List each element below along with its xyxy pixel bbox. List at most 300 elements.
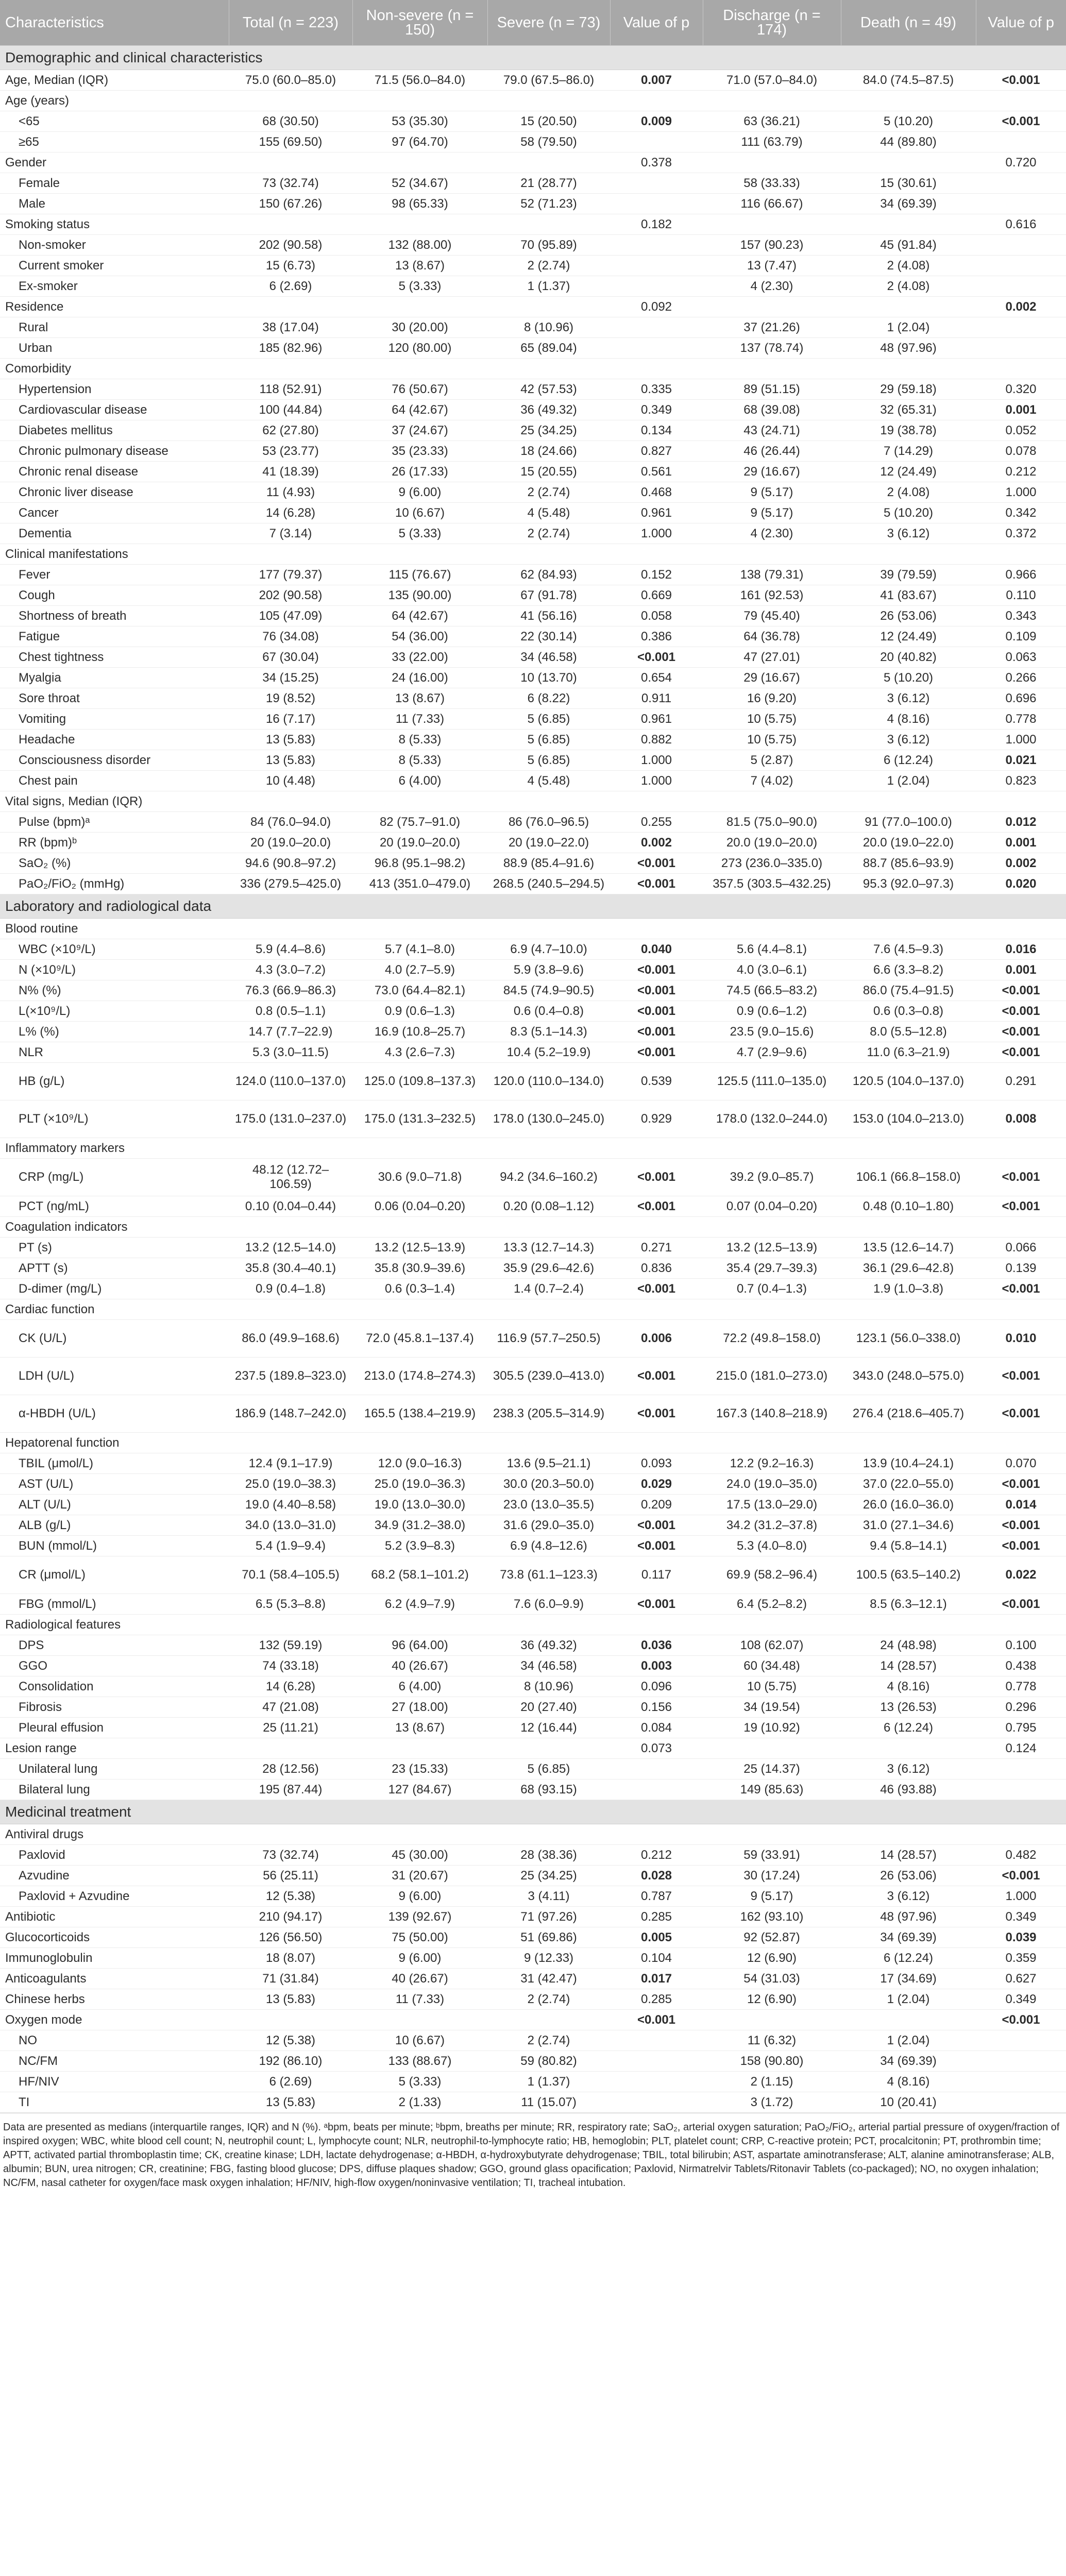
value-cell — [352, 1433, 487, 1453]
group-row — [0, 1927, 1066, 1948]
table-row — [0, 565, 1066, 585]
value-cell: 0.9 (0.4–1.8) — [229, 1279, 352, 1299]
value-cell: 1 (2.04) — [841, 317, 976, 338]
value-cell: 37 (24.67) — [352, 420, 487, 441]
value-cell: 35.9 (29.6–42.6) — [487, 1258, 610, 1279]
table-row — [0, 1279, 1066, 1299]
p-value-cell: 0.795 — [976, 1718, 1066, 1738]
value-cell: 25.0 (19.0–36.3) — [352, 1474, 487, 1495]
row-label: Cardiac function — [0, 1299, 229, 1320]
value-cell: 13.5 (12.6–14.7) — [841, 1238, 976, 1258]
table-row — [0, 132, 1066, 152]
row-label: Unilateral lung — [0, 1759, 229, 1780]
value-cell — [352, 1299, 487, 1320]
p-value-cell: 0.096 — [610, 1676, 703, 1697]
value-cell — [703, 214, 841, 235]
column-header: Non-severe (n = 150) — [352, 0, 487, 46]
value-cell — [352, 214, 487, 235]
value-cell: 3 (6.12) — [841, 1886, 976, 1907]
row-label: PLT (×10⁹/L) — [0, 1100, 229, 1138]
value-cell: 16 (7.17) — [229, 709, 352, 730]
value-cell: 34 (69.39) — [841, 194, 976, 214]
table-row — [0, 1759, 1066, 1780]
value-cell: 73 (32.74) — [229, 173, 352, 194]
value-cell: 105 (47.09) — [229, 606, 352, 626]
value-cell — [703, 359, 841, 379]
table-row — [0, 1320, 1066, 1358]
column-header: Death (n = 49) — [841, 0, 976, 46]
value-cell: 9 (6.00) — [352, 1948, 487, 1969]
value-cell: 68 (30.50) — [229, 111, 352, 132]
p-value-cell: <0.001 — [610, 1001, 703, 1022]
column-header: Discharge (n = 174) — [703, 0, 841, 46]
row-label: Vital signs, Median (IQR) — [0, 791, 229, 812]
row-label: CR (μmol/L) — [0, 1556, 229, 1594]
value-cell: 3 (6.12) — [841, 688, 976, 709]
p-value-cell — [976, 1759, 1066, 1780]
value-cell: 46 (93.88) — [841, 1780, 976, 1800]
value-cell — [487, 359, 610, 379]
value-cell — [352, 1217, 487, 1238]
value-cell — [703, 1217, 841, 1238]
p-value-cell: 1.000 — [610, 523, 703, 544]
p-value-cell: 0.092 — [610, 297, 703, 317]
value-cell: 5 (3.33) — [352, 523, 487, 544]
value-cell: 24 (16.00) — [352, 668, 487, 688]
value-cell: 12.4 (9.1–17.9) — [229, 1453, 352, 1474]
value-cell: 48 (97.96) — [841, 338, 976, 359]
p-value-cell: 0.827 — [610, 441, 703, 462]
p-value-cell: 0.139 — [976, 1258, 1066, 1279]
value-cell — [703, 1138, 841, 1159]
table-row — [0, 503, 1066, 523]
row-label: Dementia — [0, 523, 229, 544]
value-cell: 71 (31.84) — [229, 1969, 352, 1989]
value-cell: 37 (21.26) — [703, 317, 841, 338]
value-cell: 92 (52.87) — [703, 1927, 841, 1948]
value-cell: 12 (5.38) — [229, 1886, 352, 1907]
group-row — [0, 544, 1066, 565]
value-cell: 79.0 (67.5–86.0) — [487, 70, 610, 91]
table-row — [0, 647, 1066, 668]
value-cell: 41 (83.67) — [841, 585, 976, 606]
value-cell: 15 (6.73) — [229, 256, 352, 276]
table-row — [0, 1866, 1066, 1886]
row-label: RR (bpm)ᵇ — [0, 833, 229, 853]
value-cell — [703, 544, 841, 565]
value-cell — [229, 791, 352, 812]
p-value-cell — [610, 1299, 703, 1320]
value-cell: 3 (6.12) — [841, 730, 976, 750]
row-label: Antibiotic — [0, 1907, 229, 1927]
value-cell: 48 (97.96) — [841, 1907, 976, 1927]
value-cell — [841, 544, 976, 565]
value-cell: 5 (10.20) — [841, 668, 976, 688]
value-cell: 5 (10.20) — [841, 503, 976, 523]
value-cell: 65 (89.04) — [487, 338, 610, 359]
value-cell: 56 (25.11) — [229, 1866, 352, 1886]
value-cell: 125.5 (111.0–135.0) — [703, 1063, 841, 1100]
table-row — [0, 379, 1066, 400]
p-value-cell — [976, 256, 1066, 276]
value-cell: 100.5 (63.5–140.2) — [841, 1556, 976, 1594]
table-row — [0, 1358, 1066, 1395]
p-value-cell: 0.100 — [976, 1635, 1066, 1656]
p-value-cell: <0.001 — [976, 1515, 1066, 1536]
value-cell: 88.7 (85.6–93.9) — [841, 853, 976, 874]
value-cell: 30 (17.24) — [703, 1866, 841, 1886]
value-cell: 95.3 (92.0–97.3) — [841, 874, 976, 894]
row-label: Chronic liver disease — [0, 482, 229, 503]
p-value-cell: 0.266 — [976, 668, 1066, 688]
value-cell — [352, 1824, 487, 1845]
p-value-cell — [976, 2030, 1066, 2051]
row-label: Urban — [0, 338, 229, 359]
table-row — [0, 668, 1066, 688]
value-cell: 10 (20.41) — [841, 2092, 976, 2113]
value-cell — [841, 1433, 976, 1453]
value-cell: 268.5 (240.5–294.5) — [487, 874, 610, 894]
p-value-cell: 0.001 — [976, 400, 1066, 420]
value-cell: 62 (27.80) — [229, 420, 352, 441]
value-cell: 13 (8.67) — [352, 256, 487, 276]
p-value-cell: <0.001 — [610, 1022, 703, 1042]
p-value-cell: <0.001 — [610, 1196, 703, 1217]
p-value-cell: 1.000 — [610, 750, 703, 771]
value-cell: 9 (5.17) — [703, 503, 841, 523]
value-cell: 115 (76.67) — [352, 565, 487, 585]
table-row — [0, 462, 1066, 482]
value-cell: 5.3 (3.0–11.5) — [229, 1042, 352, 1063]
value-cell: 54 (31.03) — [703, 1969, 841, 1989]
row-label: Antiviral drugs — [0, 1824, 229, 1845]
row-label: Residence — [0, 297, 229, 317]
value-cell: 30 (20.00) — [352, 317, 487, 338]
group-row — [0, 70, 1066, 91]
row-label: LDH (U/L) — [0, 1358, 229, 1395]
value-cell: 52 (34.67) — [352, 173, 487, 194]
value-cell: 28 (12.56) — [229, 1759, 352, 1780]
value-cell — [487, 919, 610, 939]
value-cell: 98 (65.33) — [352, 194, 487, 214]
value-cell — [229, 1738, 352, 1759]
value-cell: 86 (76.0–96.5) — [487, 812, 610, 833]
value-cell: 4.3 (2.6–7.3) — [352, 1042, 487, 1063]
p-value-cell: <0.001 — [976, 1358, 1066, 1395]
p-value-cell: 1.000 — [976, 730, 1066, 750]
p-value-cell: 0.066 — [976, 1238, 1066, 1258]
value-cell: 2 (2.74) — [487, 2030, 610, 2051]
p-value-cell: <0.001 — [976, 1042, 1066, 1063]
value-cell: 4 (8.16) — [841, 1676, 976, 1697]
value-cell: 2 (1.33) — [352, 2092, 487, 2113]
table-row — [0, 1718, 1066, 1738]
value-cell — [352, 544, 487, 565]
value-cell: 178.0 (130.0–245.0) — [487, 1100, 610, 1138]
p-value-cell: 0.093 — [610, 1453, 703, 1474]
p-value-cell: <0.001 — [610, 960, 703, 980]
value-cell: 0.7 (0.4–1.3) — [703, 1279, 841, 1299]
value-cell: 53 (35.30) — [352, 111, 487, 132]
value-cell: 75 (50.00) — [352, 1927, 487, 1948]
value-cell: 0.6 (0.3–1.4) — [352, 1279, 487, 1299]
value-cell: 29 (16.67) — [703, 462, 841, 482]
table-row — [0, 1453, 1066, 1474]
value-cell: 71.0 (57.0–84.0) — [703, 70, 841, 91]
value-cell: 11 (7.33) — [352, 709, 487, 730]
p-value-cell: 0.040 — [610, 939, 703, 960]
p-value-cell: 0.078 — [976, 441, 1066, 462]
value-cell: 153.0 (104.0–213.0) — [841, 1100, 976, 1138]
row-label: Age (years) — [0, 91, 229, 111]
value-cell: 118 (52.91) — [229, 379, 352, 400]
value-cell — [703, 152, 841, 173]
p-value-cell: <0.001 — [976, 1395, 1066, 1433]
row-label: Chinese herbs — [0, 1989, 229, 2010]
value-cell: 12 (16.44) — [487, 1718, 610, 1738]
p-value-cell — [976, 1780, 1066, 1800]
value-cell: 185 (82.96) — [229, 338, 352, 359]
value-cell: 26.0 (16.0–36.0) — [841, 1495, 976, 1515]
p-value-cell: <0.001 — [610, 1515, 703, 1536]
value-cell: 9 (5.17) — [703, 482, 841, 503]
value-cell: 58 (79.50) — [487, 132, 610, 152]
value-cell: 47 (21.08) — [229, 1697, 352, 1718]
p-value-cell — [610, 91, 703, 111]
value-cell: 13 (5.83) — [229, 730, 352, 750]
p-value-cell: 0.007 — [610, 70, 703, 91]
value-cell: 10 (5.75) — [703, 709, 841, 730]
value-cell: 23 (15.33) — [352, 1759, 487, 1780]
value-cell: 39.2 (9.0–85.7) — [703, 1159, 841, 1196]
value-cell: 5.4 (1.9–9.4) — [229, 1536, 352, 1556]
row-label: Paxlovid — [0, 1845, 229, 1866]
value-cell: 84.0 (74.5–87.5) — [841, 70, 976, 91]
value-cell: 82 (75.7–91.0) — [352, 812, 487, 833]
table-row — [0, 1001, 1066, 1022]
value-cell — [841, 791, 976, 812]
value-cell — [229, 544, 352, 565]
value-cell: 46 (26.44) — [703, 441, 841, 462]
row-label: <65 — [0, 111, 229, 132]
value-cell: 124.0 (110.0–137.0) — [229, 1063, 352, 1100]
row-label: Female — [0, 173, 229, 194]
table-row — [0, 441, 1066, 462]
p-value-cell — [610, 256, 703, 276]
value-cell: 34 (19.54) — [703, 1697, 841, 1718]
value-cell: 10.4 (5.2–19.9) — [487, 1042, 610, 1063]
value-cell: 238.3 (205.5–314.9) — [487, 1395, 610, 1433]
value-cell: 305.5 (239.0–413.0) — [487, 1358, 610, 1395]
value-cell: 64 (42.67) — [352, 606, 487, 626]
p-value-cell: 0.787 — [610, 1886, 703, 1907]
value-cell — [841, 2010, 976, 2030]
p-value-cell: 0.929 — [610, 1100, 703, 1138]
row-label: Hepatorenal function — [0, 1433, 229, 1453]
value-cell — [352, 152, 487, 173]
value-cell: 13 (26.53) — [841, 1697, 976, 1718]
value-cell: 2 (1.15) — [703, 2072, 841, 2092]
p-value-cell — [610, 194, 703, 214]
value-cell — [487, 297, 610, 317]
group-row — [0, 152, 1066, 173]
value-cell: 135 (90.00) — [352, 585, 487, 606]
p-value-cell: 0.255 — [610, 812, 703, 833]
row-label: Fatigue — [0, 626, 229, 647]
p-value-cell: <0.001 — [976, 2010, 1066, 2030]
table-row — [0, 812, 1066, 833]
row-label: Consolidation — [0, 1676, 229, 1697]
value-cell: 1.4 (0.7–2.4) — [487, 1279, 610, 1299]
table-row — [0, 1556, 1066, 1594]
value-cell: 19 (8.52) — [229, 688, 352, 709]
p-value-cell: 0.378 — [610, 152, 703, 173]
value-cell: 5.6 (4.4–8.1) — [703, 939, 841, 960]
value-cell: 3 (1.72) — [703, 2092, 841, 2113]
p-value-cell: 0.012 — [976, 812, 1066, 833]
value-cell: 116.9 (57.7–250.5) — [487, 1320, 610, 1358]
p-value-cell: 0.669 — [610, 585, 703, 606]
p-value-cell — [976, 276, 1066, 297]
row-label: Rural — [0, 317, 229, 338]
table-row — [0, 833, 1066, 853]
p-value-cell: 0.028 — [610, 1866, 703, 1886]
p-value-cell — [976, 132, 1066, 152]
value-cell — [352, 91, 487, 111]
value-cell: 13 (7.47) — [703, 256, 841, 276]
p-value-cell: <0.001 — [610, 1159, 703, 1196]
table-row — [0, 338, 1066, 359]
row-label: Age, Median (IQR) — [0, 70, 229, 91]
table-row — [0, 2030, 1066, 2051]
section-title: Demographic and clinical characteristics — [0, 46, 1066, 70]
table-row — [0, 317, 1066, 338]
value-cell: 0.6 (0.4–0.8) — [487, 1001, 610, 1022]
value-cell: 1 (1.37) — [487, 276, 610, 297]
value-cell: 3 (4.11) — [487, 1886, 610, 1907]
p-value-cell: <0.001 — [976, 1196, 1066, 1217]
value-cell: 2 (2.74) — [487, 523, 610, 544]
p-value-cell: 0.778 — [976, 709, 1066, 730]
value-cell: 20 (27.40) — [487, 1697, 610, 1718]
row-label: CK (U/L) — [0, 1320, 229, 1358]
value-cell — [487, 1738, 610, 1759]
value-cell: 29 (16.67) — [703, 668, 841, 688]
p-value-cell: <0.001 — [610, 1395, 703, 1433]
p-value-cell: 0.182 — [610, 214, 703, 235]
row-label: Sore throat — [0, 688, 229, 709]
value-cell: 72.2 (49.8–158.0) — [703, 1320, 841, 1358]
value-cell: 34.9 (31.2–38.0) — [352, 1515, 487, 1536]
value-cell: 12 (5.38) — [229, 2030, 352, 2051]
row-label: PT (s) — [0, 1238, 229, 1258]
value-cell — [352, 791, 487, 812]
value-cell — [703, 1824, 841, 1845]
value-cell: 0.06 (0.04–0.20) — [352, 1196, 487, 1217]
value-cell: 132 (88.00) — [352, 235, 487, 256]
group-row — [0, 919, 1066, 939]
value-cell: 13 (5.83) — [229, 750, 352, 771]
p-value-cell — [976, 1138, 1066, 1159]
row-label: Myalgia — [0, 668, 229, 688]
value-cell: 19 (10.92) — [703, 1718, 841, 1738]
value-cell: 10 (6.67) — [352, 503, 487, 523]
p-value-cell: <0.001 — [610, 1279, 703, 1299]
value-cell: 11 (15.07) — [487, 2092, 610, 2113]
group-row — [0, 214, 1066, 235]
value-cell — [841, 1217, 976, 1238]
p-value-cell — [610, 276, 703, 297]
value-cell: 25.0 (19.0–38.3) — [229, 1474, 352, 1495]
value-cell: 94.6 (90.8–97.2) — [229, 853, 352, 874]
table-row — [0, 1042, 1066, 1063]
value-cell: 9 (6.00) — [352, 482, 487, 503]
value-cell: 5 (2.87) — [703, 750, 841, 771]
value-cell: 70 (95.89) — [487, 235, 610, 256]
row-label: N% (%) — [0, 980, 229, 1001]
value-cell: 8.3 (5.1–14.3) — [487, 1022, 610, 1042]
row-label: NC/FM — [0, 2051, 229, 2072]
value-cell: 0.8 (0.5–1.1) — [229, 1001, 352, 1022]
row-label: Paxlovid + Azvudine — [0, 1886, 229, 1907]
p-value-cell: <0.001 — [976, 1022, 1066, 1042]
p-value-cell: 0.911 — [610, 688, 703, 709]
value-cell — [703, 1615, 841, 1635]
value-cell — [352, 2010, 487, 2030]
value-cell: 126 (56.50) — [229, 1927, 352, 1948]
p-value-cell: 1.000 — [610, 771, 703, 791]
value-cell: 28 (38.36) — [487, 1845, 610, 1866]
column-header: Total (n = 223) — [229, 0, 352, 46]
value-cell — [841, 91, 976, 111]
value-cell: 11 (4.93) — [229, 482, 352, 503]
table-row — [0, 730, 1066, 750]
p-value-cell: 0.386 — [610, 626, 703, 647]
value-cell — [229, 1615, 352, 1635]
p-value-cell: 0.070 — [976, 1453, 1066, 1474]
table-row — [0, 1258, 1066, 1279]
group-row — [0, 1907, 1066, 1927]
p-value-cell: <0.001 — [610, 980, 703, 1001]
value-cell: 67 (91.78) — [487, 585, 610, 606]
row-label: Non-smoker — [0, 235, 229, 256]
value-cell: 13 (8.67) — [352, 1718, 487, 1738]
header-row — [0, 0, 1066, 46]
value-cell: 9.4 (5.8–14.1) — [841, 1536, 976, 1556]
value-cell: 59 (80.82) — [487, 2051, 610, 2072]
p-value-cell: <0.001 — [610, 1536, 703, 1556]
value-cell: 175.0 (131.3–232.5) — [352, 1100, 487, 1138]
value-cell: 71 (97.26) — [487, 1907, 610, 1927]
p-value-cell: 0.296 — [976, 1697, 1066, 1718]
value-cell: 11 (6.32) — [703, 2030, 841, 2051]
p-value-cell: 0.029 — [610, 1474, 703, 1495]
row-label: Chronic renal disease — [0, 462, 229, 482]
value-cell: 10 (5.75) — [703, 730, 841, 750]
value-cell: 111 (63.79) — [703, 132, 841, 152]
value-cell: 41 (18.39) — [229, 462, 352, 482]
value-cell — [841, 1615, 976, 1635]
value-cell — [229, 1138, 352, 1159]
value-cell — [487, 2010, 610, 2030]
group-row — [0, 1969, 1066, 1989]
value-cell: 1.9 (1.0–3.8) — [841, 1279, 976, 1299]
value-cell: 43 (24.71) — [703, 420, 841, 441]
value-cell: 84 (76.0–94.0) — [229, 812, 352, 833]
row-label: Blood routine — [0, 919, 229, 939]
value-cell: 94.2 (34.6–160.2) — [487, 1159, 610, 1196]
row-label: Cough — [0, 585, 229, 606]
